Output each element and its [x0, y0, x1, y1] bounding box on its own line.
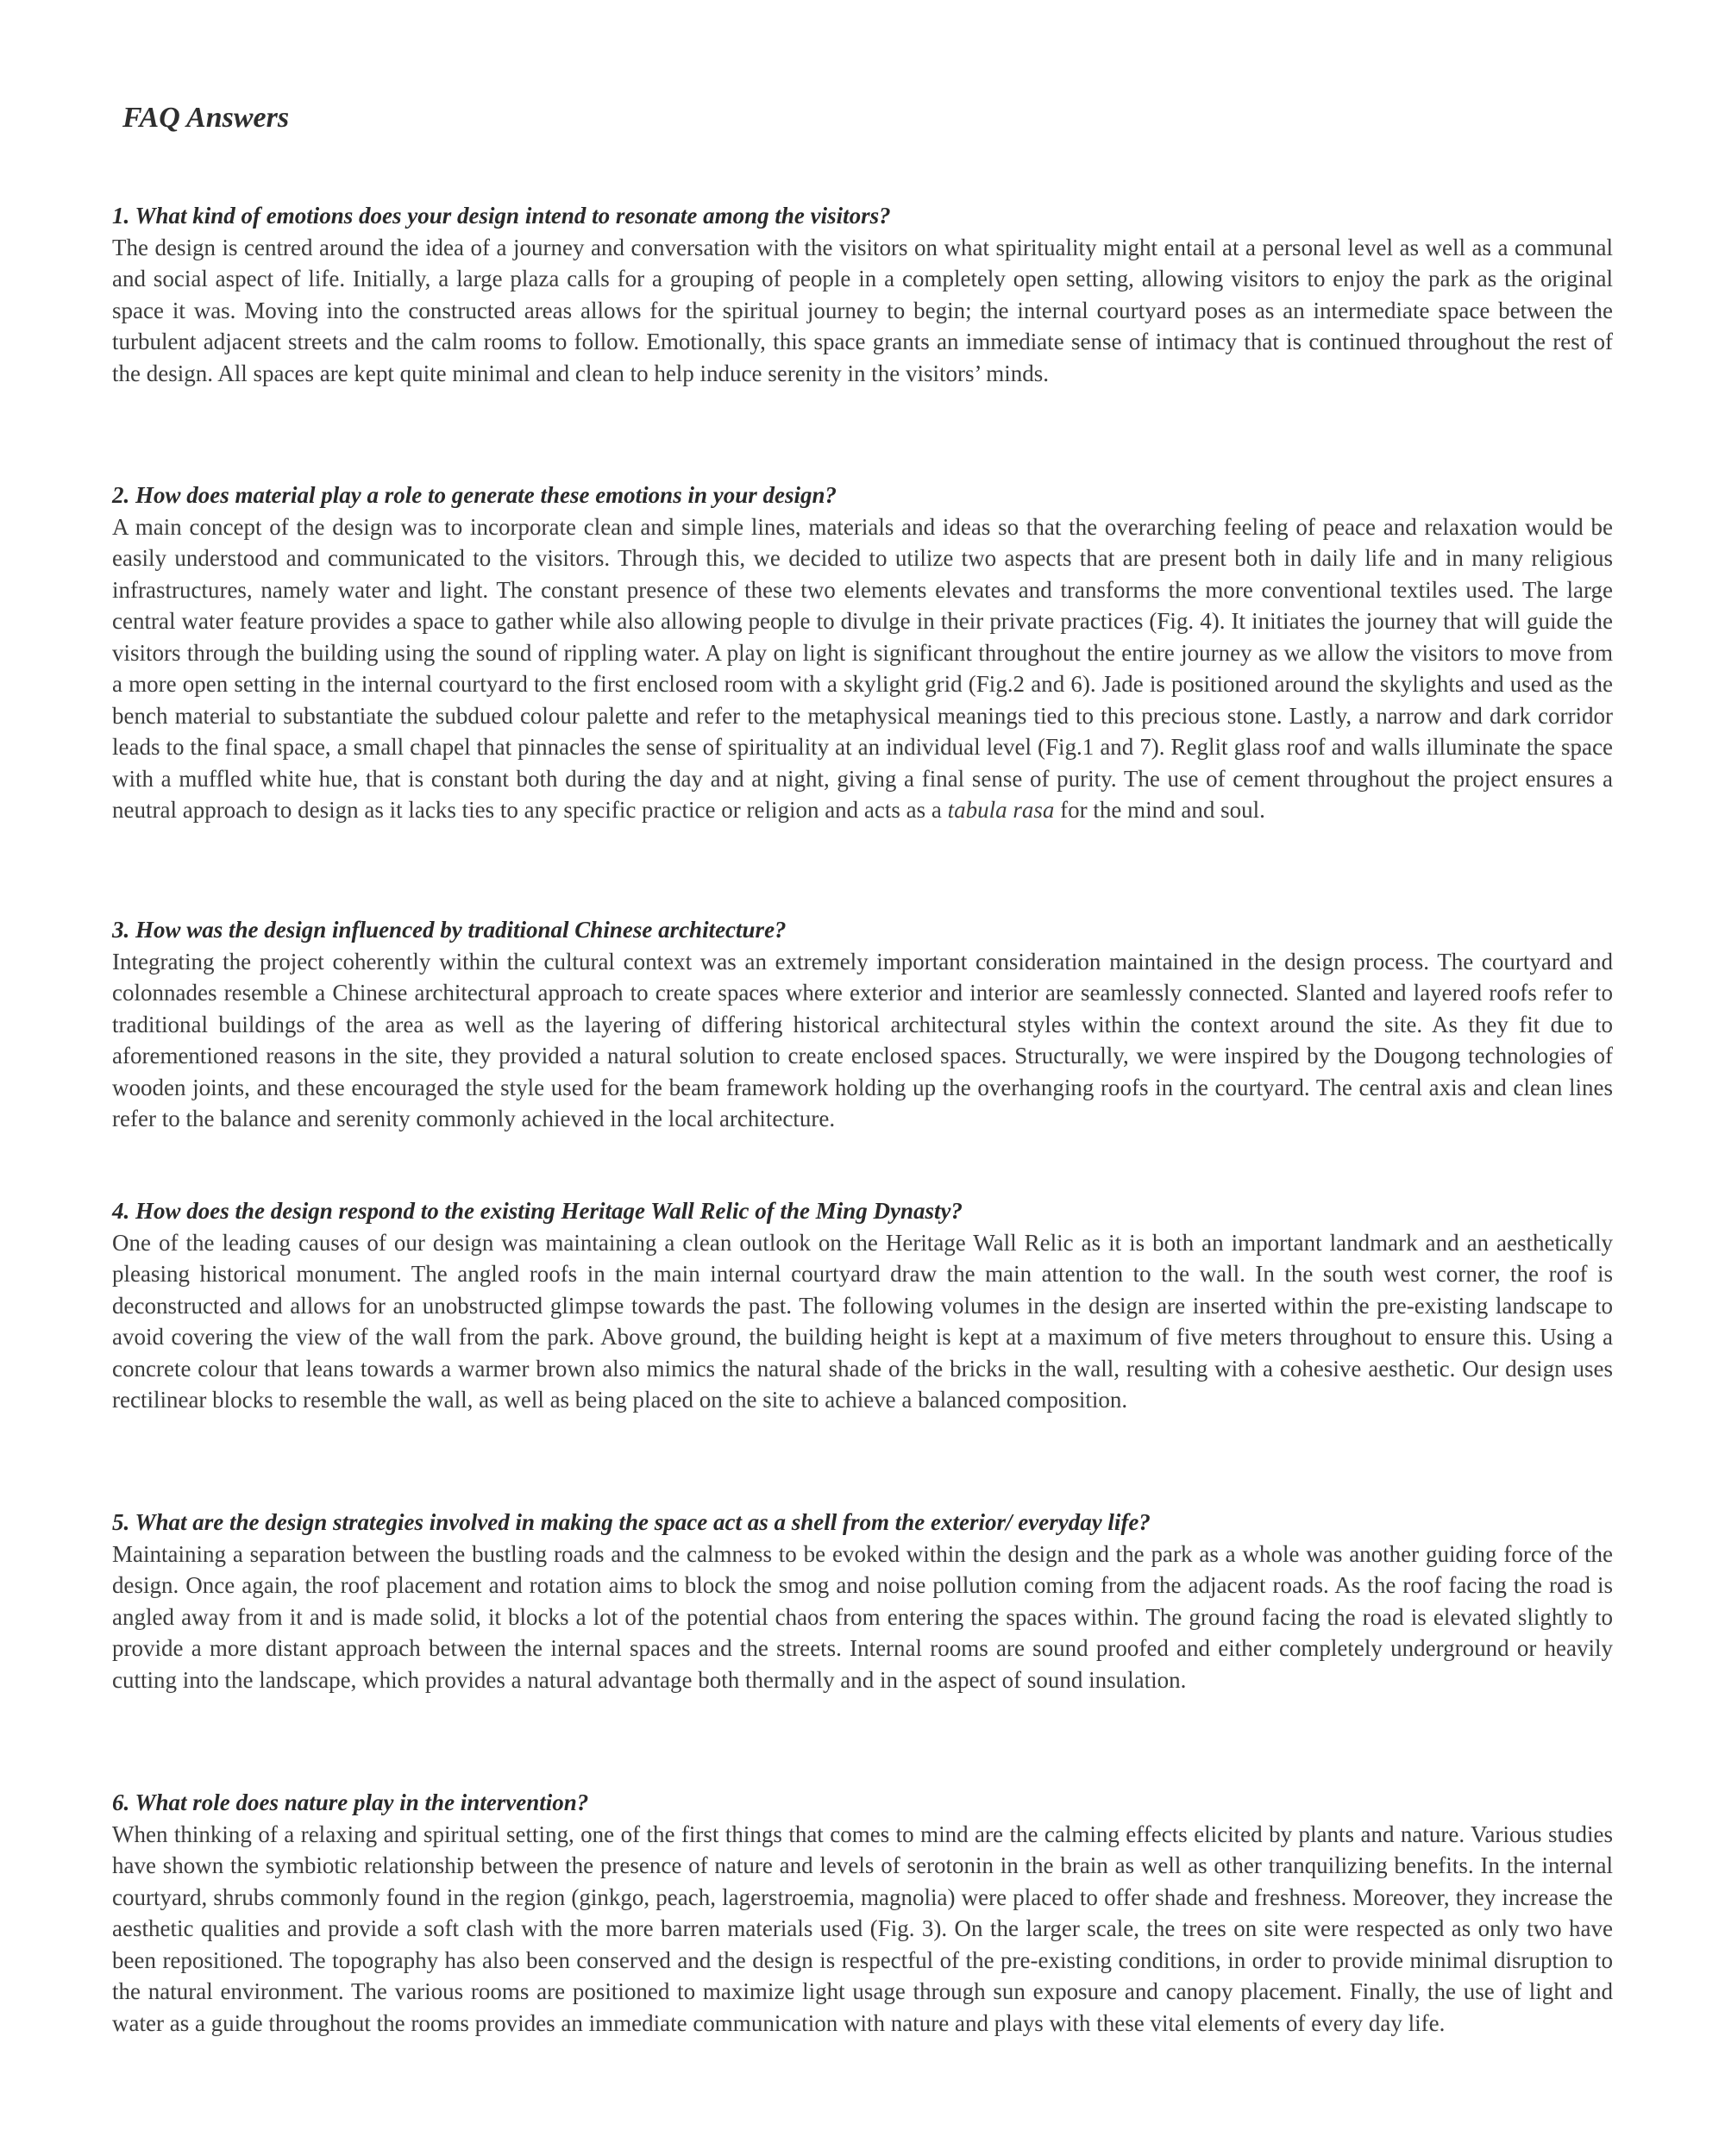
faq-item-4	[112, 1195, 1613, 1416]
faq-question-6: 6. What role does nature play in the intervention?	[112, 1789, 589, 1815]
faq-item-3	[112, 914, 1613, 1135]
faq-answer-6: When thinking of a relaxing and spiritual setting, one of the first things that comes to mind are the calming effects elicited by plants and nature. Various studies have shown the symbiotic relationship between the presence of nature and levels of serotonin in the brain as well as other tranquilizing benefits. In the internal courtyard, shrubs commonly found in the region (ginkgo, peach, lagerstroemia, magnolia) were placed to offer shade and freshness. Moreover, they increase the aesthetic qualities and provide a soft clash with the more barren materials used (Fig. 3). On the larger scale, the trees on site were respected as only two have been repositioned. The topography has also been conserved and the design is respectful of the pre-existing conditions, in order to provide minimal disruption to the natural environment. The various rooms are positioned to maximize light usage through sun exposure and canopy placement. Finally, the use of light and water as a guide throughout the rooms provides an immediate communication with nature and plays with these vital elements of every day life.	[112, 1821, 1613, 2036]
faq-answer-1: The design is centred around the idea of a journey and conversation with the visitors on what spirituality might entail at a personal level as well as a communal and social aspect of life. Initially, a large plaza calls for a grouping of people in a completely open setting, allowing visitors to enjoy the park as the original space it was. Moving into the constructed areas allows for the spiritual journey to begin; the internal courtyard poses as an intermediate space between the turbulent adjacent streets and the calm rooms to follow. Emotionally, this space grants an immediate sense of intimacy that is continued throughout the rest of the design. All spaces are kept quite minimal and clean to help induce serenity in the visitors’ minds.	[112, 234, 1613, 386]
faq-question-2: 2. How does material play a role to generate these emotions in your design?	[112, 482, 837, 508]
faq-question-1: 1. What kind of emotions does your design intend to resonate among the visitors?	[112, 203, 891, 229]
page-title: FAQ Answers	[122, 102, 290, 134]
faq-answer-2-end: for the mind and soul.	[1054, 797, 1265, 823]
faq-item-2	[112, 479, 1613, 826]
faq-answer-2-text: A main concept of the design was to incorporate clean and simple lines, materials and ideas so that the overarching feeling of peace and relaxation would be easily understood and communicated to the visitors. Through this, we decided to utilize two aspects that are present both in daily life and in many religious infrastructures, namely water and light. The constant presence of these two elements elevates and transforms the more conventional textiles used. The large central water feature provides a space to gather while also allowing people to divulge in their private practices (Fig. 4). It initiates the journey that will guide the visitors through the building using the sound of rippling water. A play on light is significant throughout the entire journey as we allow the visitors to move from a more open setting in the internal courtyard to the first enclosed room with a skylight grid (Fig.2 and 6). Jade is positioned around the skylights and used as the bench material to substantiate the subdued colour palette and refer to the metaphysical meanings tied to this precious stone. Lastly, a narrow and dark corridor leads to the final space, a small chapel that pinnacles the sense of spirituality at an individual level (Fig.1 and 7). Reglit glass roof and walls illuminate the space with a muffled white hue, that is constant both during the day and at night, giving a final sense of purity. The use of cement throughout the project ensures a neutral approach to design as it lacks ties to any specific practice or religion and acts as a	[112, 513, 1613, 823]
faq-answer-3: Integrating the project coherently within the cultural context was an extremely important consideration maintained in the design process. The courtyard and colonnades resemble a Chinese architectural approach to create spaces where exterior and interior are seamlessly connected. Slanted and layered roofs refer to traditional buildings of the area as well as the layering of differing historical architectural styles within the context around the site. As they fit due to aforementioned reasons in the site, they provided a natural solution to create enclosed spaces. Structurally, we were inspired by the Dougong technologies of wooden joints, and these encouraged the style used for the beam framework holding up the overhanging roofs in the courtyard. The central axis and clean lines refer to the balance and serenity commonly achieved in the local architecture.	[112, 948, 1613, 1131]
faq-item-6	[112, 1787, 1613, 2039]
faq-answer-4: One of the leading causes of our design was maintaining a clean outlook on the Heritage Wall Relic as it is both an important landmark and an aesthetically pleasing historical monument. The angled roofs in the main internal courtyard draw the main attention to the wall. In the south west corner, the roof is deconstructed and allows for an unobstructed glimpse towards the past. The following volumes in the design are inserted within the pre-existing landscape to avoid covering the view of the wall from the park. Above ground, the building height is kept at a maximum of five meters throughout to ensure this. Using a concrete colour that leans towards a warmer brown also mimics the natural shade of the bricks in the wall, resulting with a cohesive aesthetic. Our design uses rectilinear blocks to resemble the wall, as well as being placed on the site to achieve a balanced composition.	[112, 1229, 1613, 1413]
faq-item-5	[112, 1507, 1613, 1695]
faq-question-4: 4. How does the design respond to the existing Heritage Wall Relic of the Ming Dynasty?	[112, 1198, 963, 1224]
document-page	[112, 0, 1613, 2156]
faq-answer-2-italic: tabula rasa	[947, 797, 1055, 823]
faq-answer-5: Maintaining a separation between the bustling roads and the calmness to be evoked within the design and the park as a whole was another guiding force of the design. Once again, the roof placement and rotation aims to block the smog and noise pollution coming from the adjacent roads. As the roof facing the road is angled away from it and is made solid, it blocks a lot of the potential chaos from entering the spaces within. The ground facing the road is elevated slightly to provide a more distant approach between the internal spaces and the streets. Internal rooms are sound proofed and either completely underground or heavily cutting into the landscape, which provides a natural advantage both thermally and in the aspect of sound insulation.	[112, 1540, 1613, 1693]
faq-item-1	[112, 200, 1613, 389]
faq-question-3: 3. How was the design influenced by traditional Chinese architecture?	[112, 917, 787, 943]
faq-answer-2	[112, 511, 1613, 826]
faq-question-5: 5. What are the design strategies involved in making the space act as a shell from the exterior/ everyday life?	[112, 1509, 1151, 1535]
